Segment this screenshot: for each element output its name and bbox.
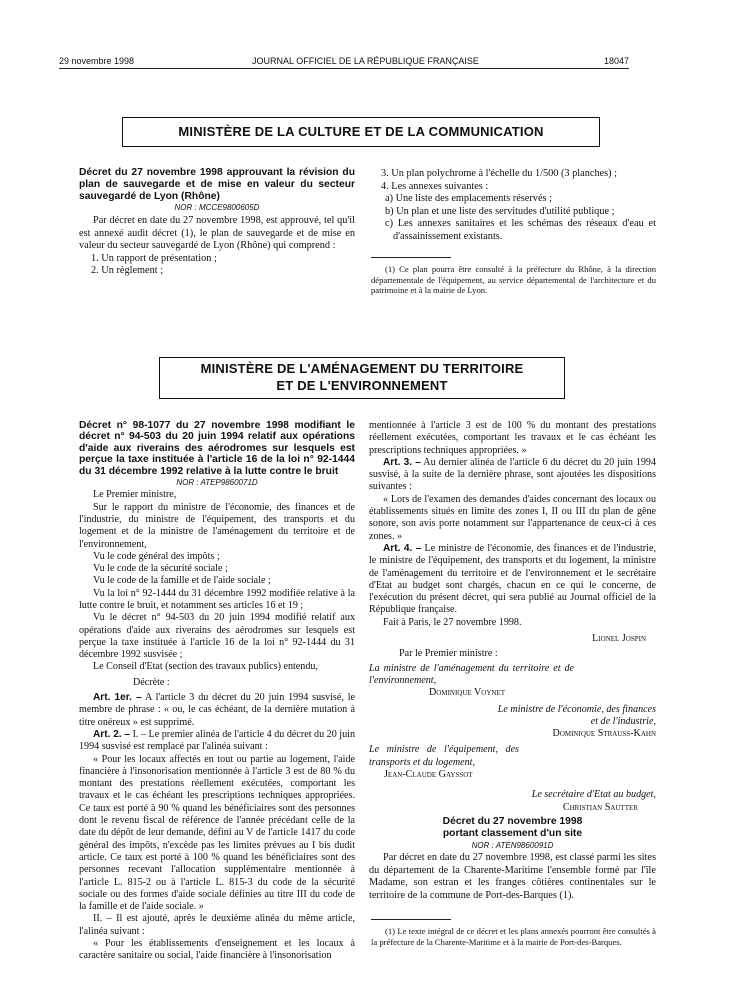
signature-eco: Dominique Strauss-Kahn: [552, 728, 656, 740]
article-3-quote: « Lors de l'examen des demandes d'aides concernant des locaux ou établissements situés en limite des zones I, II ou III du plan de gêne sonore, son avis porte notamment sur l'appartenance de ceux-ci à ces zones. »: [369, 493, 656, 542]
decrete-line: Décrète :: [133, 676, 170, 688]
nor-noise: NOR : ATEP9860071D: [176, 478, 258, 488]
ministry-title-environment-line2: ET DE L'ENVIRONNEMENT: [276, 378, 448, 393]
article-2-continuation: mentionnée à l'article 3 est de 100 % du montant des prestations réellement exécutées, comportant les travaux et le cas échéant les prescriptions techniques appropriées. »: [369, 420, 656, 456]
annex-item: b) Un plan et une liste des servitudes d'utilité publique ;: [385, 205, 615, 217]
article-2-part2: II. – Il est ajouté, après le deuxième alinéa du même article, l'alinéa suivant :: [79, 913, 355, 937]
signature-pm: Lionel Jospin: [592, 633, 646, 645]
footnote-site: [371, 926, 656, 947]
ministry-box-culture: [122, 117, 600, 147]
visa-paragraph: Vu le code de la famille et de l'aide sociale ;: [93, 575, 271, 587]
visa-paragraph: Le Premier ministre,: [93, 489, 177, 501]
visa-paragraph: Vu la loi n° 92-1444 du 31 décembre 1992 modifiée relative à la lutte contre le bruit, et notamment ses articles 16 et 19 ;: [79, 587, 355, 611]
article-label: Art. 2. –: [93, 728, 131, 740]
article-label: Art. 1er. –: [93, 692, 142, 704]
article-4: [369, 543, 656, 617]
visa-paragraph: Vu le code de la sécurité sociale ;: [93, 563, 228, 575]
section3-site-decree: [369, 816, 656, 903]
section1-right-column: [369, 168, 656, 244]
decree-text-site: Par décret en date du 27 novembre 1998, est classé parmi les sites du département de la Charente-Maritime l'ensemble formé par l'île Madame, son estran et les franges côtières continentales sur le territoire de la commune de Port-des-Barques (1).: [369, 852, 656, 901]
signatory-title-eco: Le ministre de l'économie, des finances et de l'industrie,: [497, 703, 656, 727]
annex-item: a) Une liste des emplacements réservés ;: [385, 193, 552, 205]
article-label: Art. 3. –: [383, 456, 421, 468]
article-2: [79, 729, 355, 754]
signature-budget: Christian Sautter: [562, 801, 638, 813]
footnote-rule: [371, 919, 451, 920]
section2-right-column: [369, 420, 656, 814]
section1-left-column: [79, 167, 355, 278]
article-text: I. – Le premier alinéa de l'article 4 du décret du 20 juin 1994 susvisé est remplacé par l'alinéa suivant :: [79, 728, 355, 753]
signatory-title-env: La ministre de l'aménagement du territoire et de l'environnement,: [369, 662, 574, 686]
footnote-lyon: [371, 264, 656, 296]
signature-equip: Jean-Claude Gayssot: [384, 769, 473, 781]
decree-intro-lyon: Par décret en date du 27 novembre 1998, est approuvé, tel qu'il est annexé audit décret (1), le plan de sauvegarde et de mise en valeur du secteur sauvegardé de Lyon (Rhône) qui comprend :: [79, 214, 355, 252]
visa-paragraph: Sur le rapport du ministre de l'économie, des finances et de l'industrie, du ministre de l'équipement, des transports et du logement et de la ministre de l'aménagement du territoire et de l'environnement,: [79, 501, 355, 550]
article-text: Au dernier alinéa de l'article 6 du décret du 20 juin 1994 susvisé, à la suite de la dernière phrase, sont ajoutées les dispositions suivantes :: [369, 456, 657, 493]
decree-title-site-line1: Décret du 27 novembre 1998: [442, 816, 583, 827]
nor-site: NOR : ATEN9860091D: [471, 840, 554, 850]
visa-paragraph: Le Conseil d'Etat (section des travaux publics) entendu,: [93, 661, 318, 673]
header-page-number: 18047: [603, 56, 629, 66]
footnote-text: (1) Ce plan pourra être consulté à la préfecture du Rhône, à la direction départementale de l'équipement, au service départemental de l'architecture et du patrimoine et à la mairie de Lyon.: [371, 264, 656, 295]
ministry-title-culture: MINISTÈRE DE LA CULTURE ET DE LA COMMUNICATION: [178, 124, 544, 139]
done-at-paris: Fait à Paris, le 27 novembre 1998.: [383, 616, 522, 628]
article-3: [369, 457, 656, 494]
article-text: Le ministre de l'économie, des finances et de l'industrie, le ministre de l'équipement, des transports et du logement, la ministre de l'aménagement du territoire et de l'environnement et le secrétaire d'Etat au budget sont chargés, chacun en ce qui le concerne, de l'exécution du présent décret, qui sera publié au Journal officiel de la République française.: [369, 542, 656, 616]
article-text: A l'article 3 du décret du 20 juin 1994 susvisé, le membre de phrase : « ou, le cas échéant, de la dernière mutation à titre onéreux » est supprimé.: [79, 692, 355, 728]
article-2-quote: « Pour les locaux affectés en tout ou partie au logement, l'aide financière à l'insonorisation mentionnée à l'article 3 est de 80 % du montant des prestations réellement exécutées, comportant les travaux et le cas échéant les prescriptions techniques appropriées. Ce taux est porté à 90 % quand les bénéficiaires sont des personnes dont le revenu fiscal de référence de l'année précédant celle de la date du dépôt de leur demande, défini au V de l'article 1417 du code général des impôts, n'excède pas les limites prévues au I bis dudit article. Ce taux est porté à 100 % quand les bénéficiaires sont des personnes recevant l'allocation supplémentaire mentionnée à l'article L. 815-2 ou à l'article L. 815-3 du code de la sécurité sociale ou des formes d'aide sociale définies au titre III du code de la famille et de l'aide sociale. »: [79, 753, 355, 913]
list-item: 1. Un rapport de présentation ;: [91, 252, 217, 264]
section2-left-column: [79, 420, 355, 963]
decree-title-lyon: Décret du 27 novembre 1998 approuvant la révision du plan de sauvegarde et de mise en valeur du secteur sauvegardé de Lyon (Rhône): [79, 167, 355, 202]
decree-title-noise: Décret n° 98-1077 du 27 novembre 1998 modifiant le décret n° 94-503 du 20 juin 1994 relatif aux opérations d'aide aux riverains des aérodromes sur lesquels est perçue la taxe instituée à l'article 16 de la loi n° 92-1444 du 31 décembre 1992 relative à la lutte contre le bruit: [79, 420, 355, 477]
list-item: 3. Un plan polychrome à l'échelle du 1/500 (3 planches) ;: [381, 168, 618, 179]
article-1: [79, 692, 355, 729]
article-label: Art. 4. –: [383, 542, 422, 554]
ministry-box-environment: [159, 357, 565, 399]
annex-item: c) Les annexes sanitaires et les schémas des réseaux d'eau et d'assainissement existants.: [385, 218, 656, 242]
par-premier-ministre: Par le Premier ministre :: [399, 648, 498, 660]
nor-lyon: NOR : MCCE9800605D: [174, 203, 260, 213]
article-2-quote2: « Pour les établissements d'enseignement et les locaux à caractère sanitaire ou social, l'aide financière à l'insonorisation: [79, 938, 355, 962]
visa-paragraph: Vu le décret n° 94-503 du 20 juin 1994 modifié relatif aux opérations d'aide aux riverains des aérodromes sur lesquels est perçue la taxe instituée à l'article 16 de la loi n° 92-1444 du 31 décembre 1992 susvisée ;: [79, 612, 355, 661]
header-journal-title: JOURNAL OFFICIEL DE LA RÉPUBLIQUE FRANÇAISE: [252, 56, 479, 66]
signature-env: Dominique Voynet: [429, 687, 506, 699]
visa-paragraph: Vu le code général des impôts ;: [93, 550, 220, 562]
ministry-title-environment-line1: MINISTÈRE DE L'AMÉNAGEMENT DU TERRITOIRE: [200, 361, 524, 376]
header-date: 29 novembre 1998: [59, 56, 135, 66]
signatory-title-budget: Le secrétaire d'Etat au budget,: [531, 789, 656, 801]
decree-title-site-line2: portant classement d'un site: [442, 827, 583, 839]
footnote-text: (1) Le texte intégral de ce décret et les plans annexés pourront être consultés à la préfecture de la Charente-Maritime et à la mairie de Port-des-Barques.: [371, 926, 656, 947]
signatory-title-equip: Le ministre de l'équipement, des transports et du logement,: [369, 744, 519, 768]
header-rule: [59, 68, 629, 69]
footnote-rule: [371, 257, 451, 258]
list-item: 2. Un règlement ;: [91, 265, 164, 277]
list-item: 4. Les annexes suivantes :: [381, 180, 489, 192]
